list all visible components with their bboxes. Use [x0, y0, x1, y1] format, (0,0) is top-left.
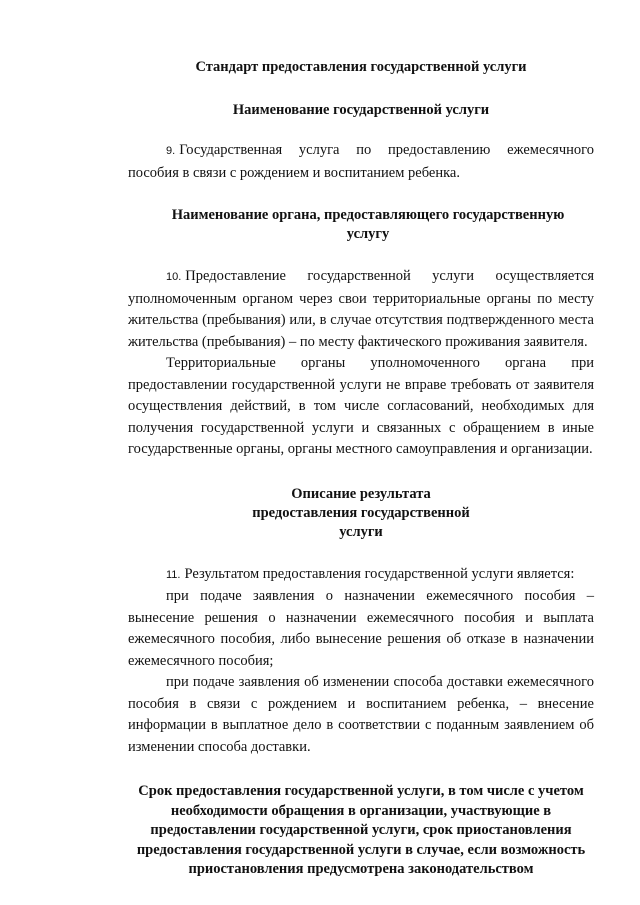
section-heading-result: Описание результата предоставления государственной услуги	[252, 485, 470, 540]
paragraph-11	[128, 564, 594, 587]
paragraph-text: Результатом предоставления государственной услуги является:	[184, 565, 575, 582]
section-heading-term: Срок предоставления государственной услуги, в том числе с учетом необходимости обращения в организации, участвующие в предоставлении государственной услуги, срок приостановления предоставления государственной услуги в случае, если возможность приостановления предусмотрена законодательством	[136, 783, 586, 877]
section-heading-providing-organ: Наименование органа, предоставляющего государственную услугу	[171, 207, 565, 242]
paragraph-number: 10.	[166, 271, 182, 283]
paragraph-11-item-assignment: при подаче заявления о назначении ежемесячного пособия – вынесение решения о назначении ежемесячного пособия и выплата ежемесячного пособия, либо вынесение решения об отказе в назначении ежемесячного пособия;	[128, 588, 594, 669]
section-heading-service-name: Наименование государственной услуги	[232, 102, 490, 118]
paragraph-text: Государственная услуга по предоставлению ежемесячного пособия в связи с рождением и воспитанием ребенка.	[128, 142, 594, 181]
paragraph-number: 11.	[166, 568, 181, 581]
paragraph-9	[128, 140, 594, 184]
paragraph-number: 9.	[166, 145, 176, 157]
paragraph-10	[128, 266, 594, 353]
paragraph-11-item-delivery: при подаче заявления об изменении способа доставки ежемесячного пособия в связи с рождением и воспитанием ребенка, – внесение информации в выплатное дело в соответствии с поданным заявлением об изменении способа доставки.	[128, 674, 594, 755]
section-providing-organ	[128, 266, 594, 461]
document-title: Стандарт предоставления государственной услуги	[195, 59, 527, 75]
paragraph-text: Предоставление государственной услуги осуществляется уполномоченным органом через свои территориальные органы по месту жительства (пребывания) или, в случае отсутствия подтвержденного места жительства (пребывания) – по месту фактического проживания заявителя.	[128, 268, 594, 350]
section-result	[128, 564, 594, 759]
section-service-name	[128, 140, 594, 184]
paragraph-10-continuation: Территориальные органы уполномоченного органа при предоставлении государственной услуги не вправе требовать от заявителя осуществления действий, в том числе согласований, необходимых для получения государственной услуги и связанных с обращением в иные государственные органы, органы местного самоуправления и организации.	[128, 355, 594, 457]
